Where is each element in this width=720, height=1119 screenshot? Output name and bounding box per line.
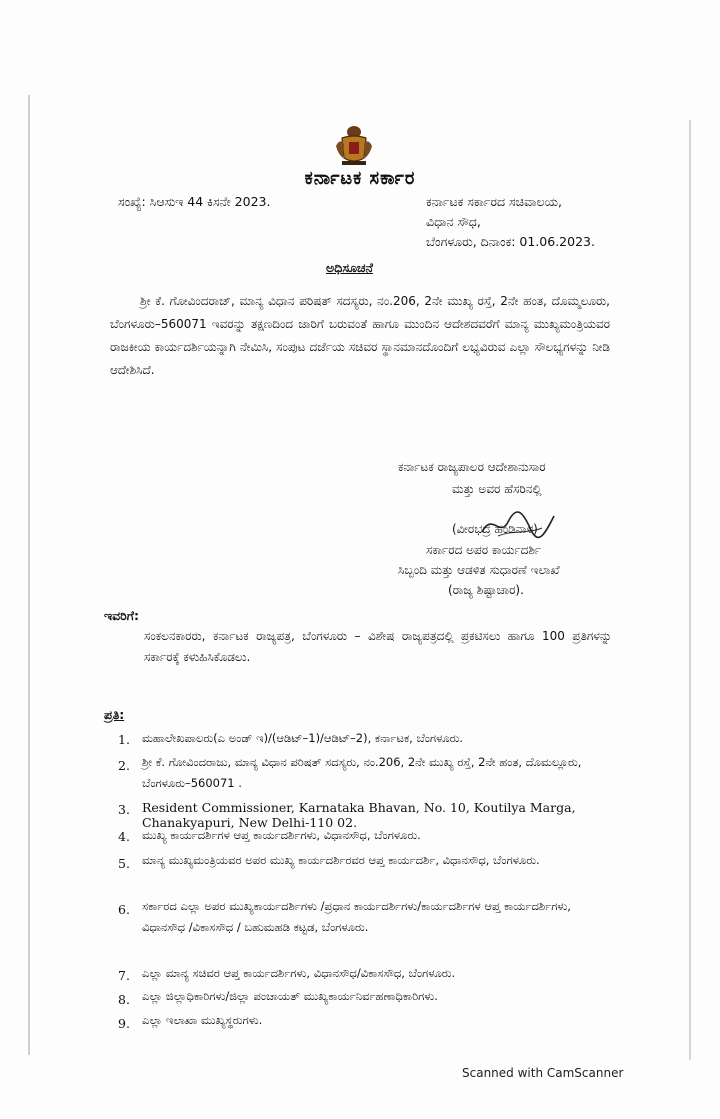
notification-body: ಶ್ರೀ ಕೆ. ಗೋವಿಂದರಾಜ್, ಮಾನ್ಯ ವಿಧಾನ ಪರಿಷತ್ ಸದಸ್ಯರು, ನಂ.206, 2ನೇ ಮುಖ್ಯ ರಸ್ತೆ, 2ನೇ ಹಂತ, ದೊಮ್ಮಲೂರು, ಬೆಂಗಳೂರು–560071 ಇವರನ್ನು ತಕ್ಷಣದಿಂದ ಜಾರಿಗೆ ಬರುವಂತೆ ಹಾಗೂ ಮುಂದಿನ ಆದೇಶದವರೆಗೆ ಮಾನ್ಯ ಮುಖ್ಯಮಂತ್ರಿಯವರ ರಾಜಕೀಯ ಕಾರ್ಯದರ್ಶಿಯನ್ನಾಗಿ ನೇಮಿಸಿ, ಸಂಪುಟ ದರ್ಜೆಯ ಸಚಿವರ ಸ್ಥಾನಮಾನದೊಂದಿಗೆ ಲಭ್ಯವಿರುವ ಎಲ್ಲಾ ಸೌಲಭ್ಯಗಳನ್ನು ನೀಡಿ ಆದೇಶಿಸಿದೆ. — [110, 294, 610, 377]
copy-item: ಮಾನ್ಯ ಮುಖ್ಯಮಂತ್ರಿಯವರ ಅಪರ ಮುಖ್ಯ ಕಾರ್ಯದರ್ಶಿರವರ ಆಪ್ತ ಕಾರ್ಯದರ್ಶಿ, ವಿಧಾನಸೌಧ, ಬೆಂಗಳೂರು. — [142, 853, 540, 867]
copy-item-number: 4. — [118, 829, 130, 844]
copy-item-number: 7. — [118, 968, 130, 983]
copy-item: ಮುಖ್ಯ ಕಾರ್ಯದರ್ಶಿಗಳ ಆಪ್ತ ಕಾರ್ಯದರ್ಶಿಗಳು, ವಿಧಾನಸೌಧ, ಬೆಂಗಳೂರು. — [142, 828, 421, 842]
government-title: ಕರ್ನಾಟಕ ಸರ್ಕಾರ — [304, 168, 416, 189]
office-line-2: ವಿಧಾನ ಸೌಧ, — [426, 214, 481, 229]
state-emblem-icon — [332, 124, 376, 168]
scan-edge-right — [689, 120, 691, 1060]
scan-edge-left — [28, 95, 30, 1055]
copy-item-number: 2. — [118, 758, 130, 773]
to-text: ಸಂಕಲನಕಾರರು, ಕರ್ನಾಟಕ ರಾಜ್ಯಪತ್ರ, ಬೆಂಗಳೂರು – ವಿಶೇಷ ರಾಜ್ಯಪತ್ರದಲ್ಲಿ ಪ್ರಕಟಿಸಲು ಹಾಗೂ 100 ಪ್ರತಿಗಳನ್ನು ಸರ್ಕಾರಕ್ಕೆ ಕಳುಹಿಸಿಕೊಡಲು. — [144, 629, 612, 664]
copy-item-number: 6. — [118, 902, 130, 917]
signatory-name: (ವೀರಭದ್ರ ಹಂಡಿನಾಳ) — [452, 522, 538, 536]
to-label: ಇವರಿಗೆ: — [104, 608, 140, 623]
copy-item-number: 8. — [118, 992, 130, 1007]
office-line-1: ಕರ್ನಾಟಕ ಸರ್ಕಾರದ ಸಚಿವಾಲಯ, — [426, 194, 562, 209]
signature-authority: ಕರ್ನಾಟಕ ರಾಜ್ಯಪಾಲರ ಆದೇಶಾನುಸಾರ — [398, 460, 546, 474]
copy-item: ಎಲ್ಲಾ ಮಾನ್ಯ ಸಚಿವರ ಆಪ್ತ ಕಾರ್ಯದರ್ಶಿಗಳು, ವಿಧಾನಸೌಧ/ವಿಕಾಸಸೌಧ, ಬೆಂಗಳೂರು. — [142, 966, 456, 980]
office-date: ಬೆಂಗಳೂರು, ದಿನಾಂಕ: 01.06.2023. — [426, 234, 595, 249]
copy-item: ಎಲ್ಲಾ ಇಲಾಖಾ ಮುಖ್ಯಸ್ಥರುಗಳು. — [142, 1013, 263, 1027]
order-number: ಸಂಖ್ಯೆ: ಸಿಆಸುಇ 44 ಕಿಸನೇ 2023. — [118, 194, 271, 209]
copy-item: ಮಹಾಲೇಖಪಾಲರು(ಎ ಅಂಡ್ ಇ)/(ಆಡಿಟ್–1)/ಆಡಿಟ್–2), ಕರ್ನಾಟಕ, ಬೆಂಗಳೂರು. — [142, 731, 464, 745]
copy-item-number: 3. — [118, 802, 130, 817]
notification-title: ಅಧಿಸೂಚನೆ — [326, 260, 373, 275]
signatory-section: (ರಾಜ್ಯ ಶಿಷ್ಟಾಚಾರ). — [448, 583, 524, 597]
signature-authority-2: ಮತ್ತು ಅವರ ಹೆಸರಿನಲ್ಲಿ — [452, 482, 542, 496]
signatory-designation: ಸರ್ಕಾರದ ಅಪರ ಕಾರ್ಯದರ್ಶಿ — [426, 543, 542, 557]
copy-item: Resident Commissioner, Karnataka Bhavan, No. 10, Koutilya Marga, Chanakyapuri, New Delhi-110 02. — [142, 800, 576, 830]
scanner-watermark: Scanned with CamScanner — [462, 1066, 624, 1080]
copy-item-number: 5. — [118, 856, 130, 871]
copy-to-label: ಪ್ರತಿ: — [104, 707, 125, 722]
copy-item: ಎಲ್ಲಾ ಜಿಲ್ಲಾಧಿಕಾರಿಗಳು/ಜಿಲ್ಲಾ ಪಂಚಾಯತ್ ಮುಖ್ಯಕಾರ್ಯನಿರ್ವಹಣಾಧಿಕಾರಿಗಳು. — [142, 989, 438, 1003]
copy-item-number: 1. — [118, 732, 130, 747]
copy-item: ಶ್ರೀ ಕೆ. ಗೋವಿಂದರಾಜು, ಮಾನ್ಯ ವಿಧಾನ ಪರಿಷತ್ ಸದಸ್ಯರು, ನಂ.206, 2ನೇ ಮುಖ್ಯ ರಸ್ತೆ, 2ನೇ ಹಂತ, ದೊಮಲ್ಲೂರು, ಬೆಂಗಳೂರು–560071 . — [142, 755, 582, 790]
copy-item: ಸರ್ಕಾರದ ಎಲ್ಲಾ ಅಪರ ಮುಖ್ಯಕಾರ್ಯದರ್ಶಿಗಳು /ಪ್ರಧಾನ ಕಾರ್ಯದರ್ಶಿಗಳು/ಕಾರ್ಯದರ್ಶಿಗಳ ಆಪ್ತ ಕಾರ್ಯದರ್ಶಿಗಳು, ವಿಧಾನಸೌಧ /ವಿಕಾಸಸೌಧ / ಬಹುಮಹಡಿ ಕಟ್ಟಡ, ಬೆಂಗಳೂರು. — [142, 899, 571, 934]
signatory-department: ಸಿಬ್ಬಂದಿ ಮತ್ತು ಆಡಳಿತ ಸುಧಾರಣೆ ಇಲಾಖೆ — [398, 563, 560, 577]
copy-item-number: 9. — [118, 1016, 130, 1031]
